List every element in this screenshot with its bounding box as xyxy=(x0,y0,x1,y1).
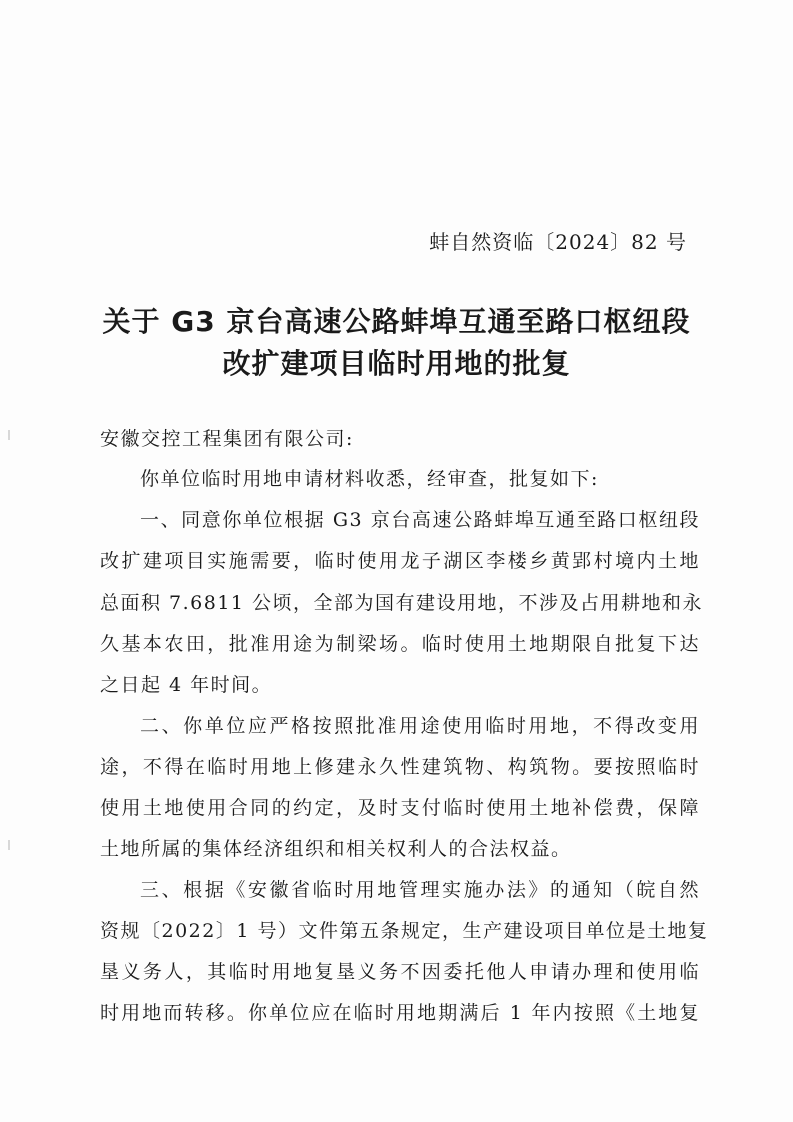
body-line: 久基本农田，批准用途为制梁场。临时使用土地期限自批复下达 xyxy=(100,633,700,655)
document-title-line-1: 关于 G3 京台高速公路蚌埠互通至路口枢纽段 xyxy=(102,305,691,338)
body-line: 使用土地使用合同的约定，及时支付临时使用土地补偿费，保障 xyxy=(100,797,700,819)
body-line: 二、你单位应严格按照批准用途使用临时用地，不得改变用 xyxy=(140,715,700,737)
body-line: 资规〔2022〕1 号）文件第五条规定，生产建设项目单位是土地复 xyxy=(100,920,709,942)
body-line: 土地所属的集体经济组织和相关权利人的合法权益。 xyxy=(100,838,572,860)
body-line: 三、根据《安徽省临时用地管理实施办法》的通知（皖自然 xyxy=(140,879,700,901)
body-line: 垦义务人，其临时用地复垦义务不因委托他人申请办理和使用临 xyxy=(100,961,700,983)
body-line: 改扩建项目实施需要，临时使用龙子湖区李楼乡黄郢村境内土地 xyxy=(100,550,700,572)
document-title-line-2: 改扩建项目临时用地的批复 xyxy=(222,347,571,380)
body-line: 一、同意你单位根据 G3 京台高速公路蚌埠互通至路口枢纽段 xyxy=(140,509,700,531)
addressee: 安徽交控工程集团有限公司: xyxy=(100,428,354,450)
scan-mark xyxy=(8,430,10,440)
scan-mark xyxy=(8,840,10,850)
document-number: 蚌自然资临〔2024〕82 号 xyxy=(429,230,687,254)
body-line: 你单位临时用地申请材料收悉，经审查，批复如下: xyxy=(140,468,599,490)
body-line: 之日起 4 年时间。 xyxy=(100,674,273,696)
body-line: 时用地而转移。你单位应在临时用地期满后 1 年内按照《土地复 xyxy=(100,1002,700,1024)
body-line: 途，不得在临时用地上修建永久性建筑物、构筑物。要按照临时 xyxy=(100,756,700,778)
body-line: 总面积 7.6811 公顷，全部为国有建设用地，不涉及占用耕地和永 xyxy=(100,592,704,614)
